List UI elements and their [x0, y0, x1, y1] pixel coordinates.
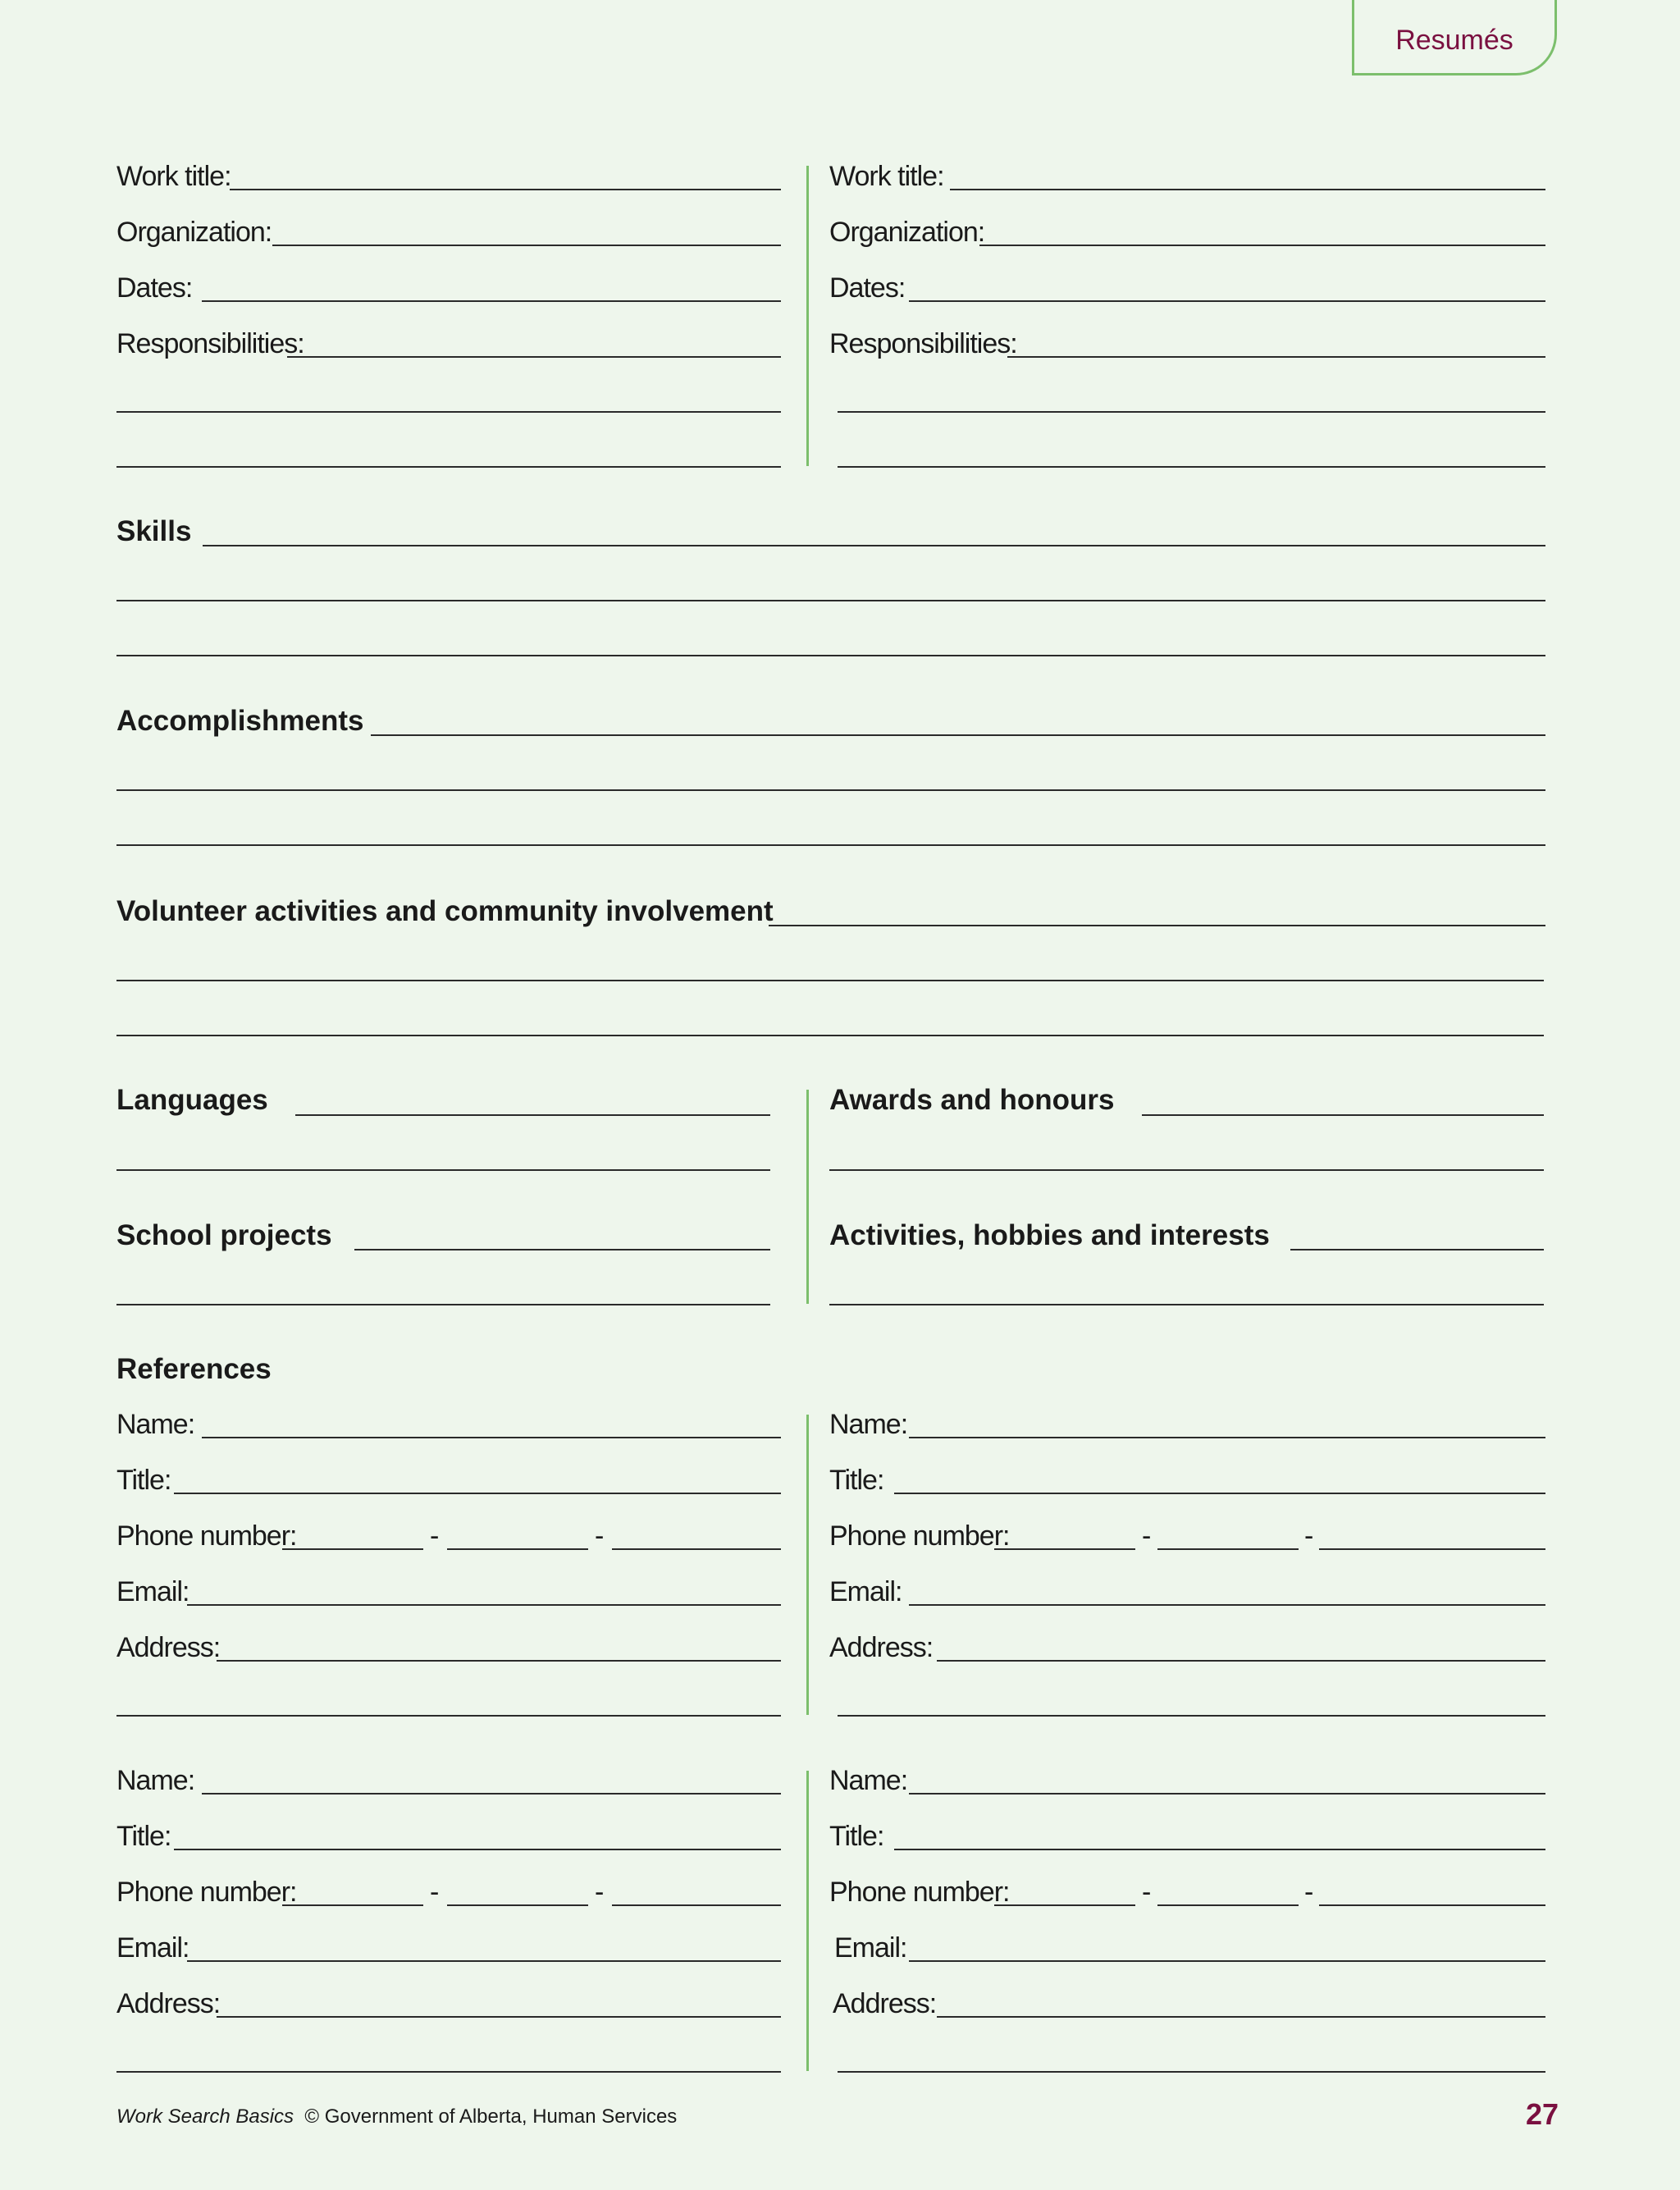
- name-label: Name:: [116, 1409, 195, 1440]
- volunteer-heading: Volunteer activities and community involvement: [116, 895, 774, 927]
- address-field[interactable]: [217, 2016, 781, 2018]
- address-field[interactable]: [937, 1660, 1545, 1662]
- phone-line-field[interactable]: [612, 1904, 781, 1906]
- page-number: 27: [1526, 2097, 1559, 2131]
- skills-line[interactable]: [116, 655, 1545, 656]
- phone-dash: -: [595, 1520, 604, 1552]
- section-tab: [1352, 0, 1557, 75]
- languages-line[interactable]: [116, 1169, 770, 1171]
- accomplishments-line[interactable]: [116, 789, 1545, 791]
- languages-heading: Languages: [116, 1084, 268, 1116]
- email-label: Email:: [116, 1576, 189, 1607]
- title-label: Title:: [829, 1465, 884, 1496]
- phone-label: Phone number:: [116, 1520, 297, 1552]
- phone-dash: -: [430, 1877, 439, 1908]
- address-field[interactable]: [937, 2016, 1545, 2018]
- title-label: Title:: [116, 1821, 171, 1852]
- book-title: Work Search Basics: [116, 2105, 294, 2128]
- responsibilities-line[interactable]: [838, 466, 1545, 468]
- accomplishments-line[interactable]: [116, 844, 1545, 846]
- phone-line-field[interactable]: [1319, 1904, 1545, 1906]
- title-field[interactable]: [894, 1849, 1545, 1850]
- phone-label: Phone number:: [116, 1877, 297, 1908]
- address-label: Address:: [833, 1988, 937, 2019]
- title-field[interactable]: [894, 1493, 1545, 1494]
- activities-heading: Activities, hobbies and interests: [829, 1219, 1270, 1251]
- name-field[interactable]: [909, 1793, 1545, 1795]
- column-divider: [806, 1415, 809, 1715]
- work-title-field[interactable]: [230, 189, 781, 190]
- accomplishments-heading: Accomplishments: [116, 705, 364, 737]
- email-label: Email:: [116, 1932, 189, 1964]
- activities-line[interactable]: [829, 1304, 1544, 1305]
- dates-field[interactable]: [202, 300, 781, 302]
- responsibilities-line[interactable]: [116, 466, 781, 468]
- email-label: Email:: [829, 1576, 902, 1607]
- dates-field[interactable]: [909, 300, 1545, 302]
- title-field[interactable]: [174, 1493, 781, 1494]
- copyright: © Government of Alberta, Human Services: [304, 2105, 678, 2128]
- phone-dash: -: [1304, 1877, 1313, 1908]
- title-label: Title:: [116, 1465, 171, 1496]
- phone-label: Phone number:: [829, 1520, 1010, 1552]
- name-field[interactable]: [202, 1437, 781, 1438]
- phone-dash: -: [430, 1520, 439, 1552]
- name-field[interactable]: [909, 1437, 1545, 1438]
- dates-label: Dates:: [829, 272, 906, 304]
- volunteer-line[interactable]: [116, 1035, 1544, 1036]
- section-tab-label: Resumés: [1395, 25, 1513, 56]
- responsibilities-line[interactable]: [116, 411, 781, 413]
- phone-dash: -: [1142, 1877, 1151, 1908]
- awards-field[interactable]: [1142, 1114, 1544, 1116]
- phone-prefix-field[interactable]: [1157, 1904, 1299, 1906]
- phone-prefix-field[interactable]: [447, 1548, 588, 1550]
- work-title-label: Work title:: [116, 161, 231, 192]
- school-projects-field[interactable]: [354, 1249, 770, 1250]
- phone-dash: -: [1142, 1520, 1151, 1552]
- address-label: Address:: [829, 1632, 934, 1663]
- phone-prefix-field[interactable]: [447, 1904, 588, 1906]
- organization-label: Organization:: [116, 217, 272, 248]
- email-label: Email:: [834, 1932, 907, 1964]
- address-line[interactable]: [116, 1715, 781, 1717]
- skills-heading: Skills: [116, 515, 192, 547]
- phone-line-field[interactable]: [1319, 1548, 1545, 1550]
- volunteer-field[interactable]: [769, 925, 1545, 926]
- phone-area-field[interactable]: [282, 1904, 423, 1906]
- responsibilities-label: Responsibilities:: [829, 328, 1017, 359]
- name-label: Name:: [829, 1765, 908, 1796]
- phone-label: Phone number:: [829, 1877, 1010, 1908]
- work-title-label: Work title:: [829, 161, 944, 192]
- phone-dash: -: [595, 1877, 604, 1908]
- title-field[interactable]: [174, 1849, 781, 1850]
- awards-heading: Awards and honours: [829, 1084, 1115, 1116]
- address-line[interactable]: [838, 1715, 1545, 1717]
- responsibilities-field[interactable]: [1007, 356, 1545, 358]
- email-field[interactable]: [909, 1960, 1545, 1962]
- phone-line-field[interactable]: [612, 1548, 781, 1550]
- references-heading: References: [116, 1353, 272, 1385]
- accomplishments-field[interactable]: [371, 734, 1545, 736]
- organization-label: Organization:: [829, 217, 985, 248]
- address-line[interactable]: [838, 2071, 1545, 2073]
- name-label: Name:: [116, 1765, 195, 1796]
- responsibilities-line[interactable]: [838, 411, 1545, 413]
- column-divider: [806, 166, 809, 466]
- volunteer-line[interactable]: [116, 980, 1544, 981]
- skills-line[interactable]: [116, 600, 1545, 601]
- footer-credit: [116, 2105, 677, 2128]
- title-label: Title:: [829, 1821, 884, 1852]
- email-field[interactable]: [909, 1604, 1545, 1606]
- work-title-field[interactable]: [950, 189, 1545, 190]
- column-divider: [806, 1090, 809, 1304]
- email-field[interactable]: [187, 1604, 781, 1606]
- phone-area-field[interactable]: [994, 1904, 1135, 1906]
- phone-area-field[interactable]: [282, 1548, 423, 1550]
- skills-field[interactable]: [203, 545, 1545, 546]
- column-divider: [806, 1771, 809, 2071]
- languages-field[interactable]: [295, 1114, 770, 1116]
- email-field[interactable]: [187, 1960, 781, 1962]
- school-projects-heading: School projects: [116, 1219, 332, 1251]
- responsibilities-label: Responsibilities:: [116, 328, 304, 359]
- responsibilities-field[interactable]: [287, 356, 781, 358]
- address-label: Address:: [116, 1632, 221, 1663]
- address-label: Address:: [116, 1988, 221, 2019]
- name-field[interactable]: [202, 1793, 781, 1795]
- address-field[interactable]: [217, 1660, 781, 1662]
- awards-line[interactable]: [829, 1169, 1544, 1171]
- school-projects-line[interactable]: [116, 1304, 770, 1305]
- phone-dash: -: [1304, 1520, 1313, 1552]
- organization-field[interactable]: [272, 245, 781, 246]
- address-line[interactable]: [116, 2071, 781, 2073]
- organization-field[interactable]: [979, 245, 1545, 246]
- name-label: Name:: [829, 1409, 908, 1440]
- phone-area-field[interactable]: [994, 1548, 1135, 1550]
- dates-label: Dates:: [116, 272, 193, 304]
- phone-prefix-field[interactable]: [1157, 1548, 1299, 1550]
- activities-field[interactable]: [1290, 1249, 1544, 1250]
